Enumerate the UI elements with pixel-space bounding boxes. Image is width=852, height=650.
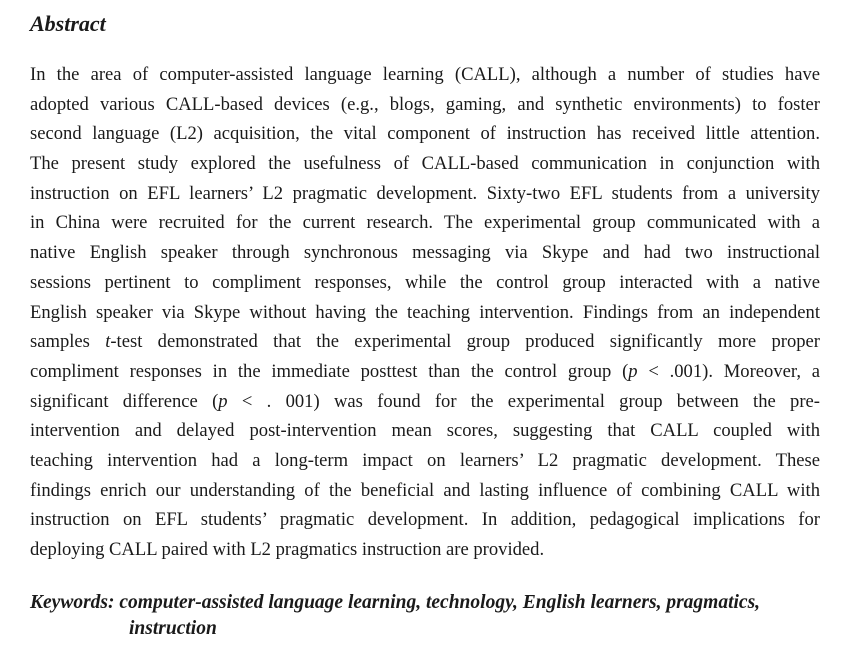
- abstract-line: instruction on EFL students’ pragmatic development. In addition, pedagogical implications for: [30, 509, 820, 531]
- abstract-line: samples t-test demonstrated that the experimental group produced significantly more proper: [30, 331, 820, 353]
- abstract-line: English speaker via Skype without having the teaching intervention. Findings from an independent: [30, 301, 820, 323]
- keywords-list: computer-assisted language learning, technology, English learners, pragmatics,: [119, 592, 761, 613]
- abstract-line: sessions pertinent to compliment responses, while the control group interacted with a native: [30, 271, 820, 293]
- abstract-line: significant difference (p < . 001) was found for the experimental group between the pre-: [30, 390, 820, 412]
- keywords-line: [30, 590, 825, 616]
- abstract-line: teaching intervention had a long-term impact on learners’ L2 pragmatic development. These: [30, 449, 820, 471]
- abstract-heading: Abstract: [30, 11, 106, 36]
- abstract-line: second language (L2) acquisition, the vital component of instruction has received little attention.: [30, 123, 820, 145]
- abstract-line: native English speaker through synchronous messaging via Skype and had two instructional: [30, 242, 820, 264]
- abstract-line: instruction on EFL learners’ L2 pragmatic development. Sixty-two EFL students from a university: [30, 182, 820, 204]
- abstract-line: deploying CALL paired with L2 pragmatics instruction are provided.: [30, 539, 545, 560]
- abstract-line: adopted various CALL-based devices (e.g., blogs, gaming, and synthetic environments) to foster: [30, 93, 820, 115]
- abstract-line: In the area of computer-assisted language learning (CALL), although a number of studies have: [30, 64, 820, 85]
- abstract-body: [30, 60, 820, 565]
- abstract-line: The present study explored the usefulness of CALL-based communication in conjunction with: [30, 153, 820, 175]
- keywords-label: Keywords:: [30, 592, 115, 613]
- keywords-block: [30, 590, 825, 642]
- abstract-line: findings enrich our understanding of the beneficial and lasting influence of combining CALL with: [30, 479, 820, 501]
- abstract-line: intervention and delayed post-intervention mean scores, suggesting that CALL coupled with: [30, 420, 820, 442]
- keywords-line-continuation: instruction: [129, 618, 217, 639]
- abstract-line: compliment responses in the immediate posttest than the control group (p < .001). Moreover, a: [30, 360, 820, 382]
- abstract-line: in China were recruited for the current research. The experimental group communicated with a: [30, 212, 820, 234]
